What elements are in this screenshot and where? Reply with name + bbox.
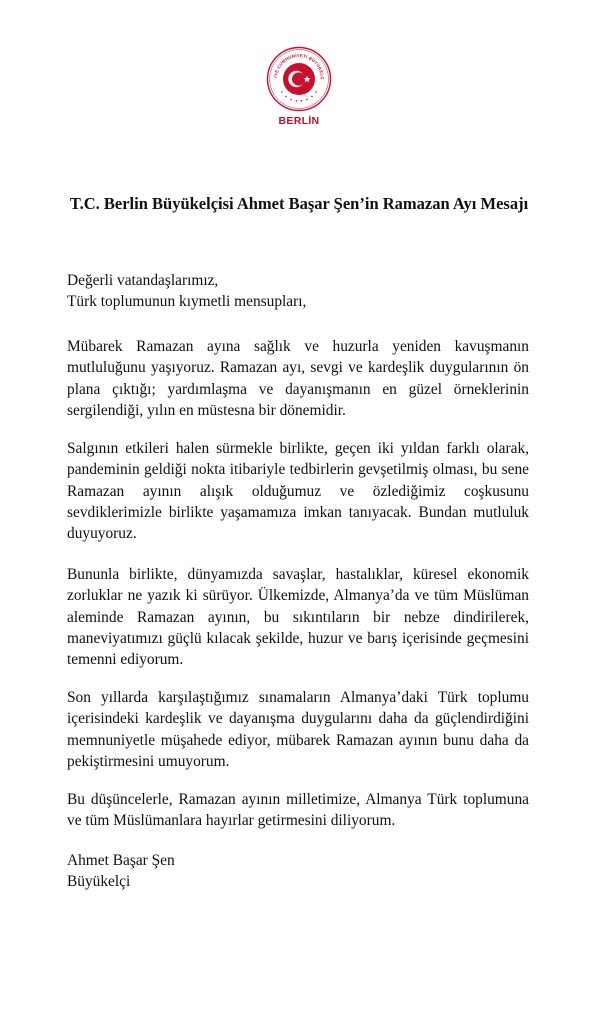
paragraph-1: Mübarek Ramazan ayına sağlık ve huzurla yeniden kavuşmanın mutluluğunu yaşıyoruz. Ramazan ayı, sevgi ve kardeşlik duygularının ön plana çıktığı; yardımlaşma ve dayanışmanın en güzel örneklerinin sergilendiği, yılın en müstesna bir dönemidir.: [67, 338, 529, 419]
greeting-line-2: Türk toplumunun kıymetli mensupları,: [67, 293, 307, 311]
paragraph-2: Salgının etkileri halen sürmekle birlikte, geçen iki yıldan farklı olarak, pandeminin geldiği nokta itibariyle tedbirlerin gevşetilmiş olması, bu sene Ramazan ayının alışık olduğumuz ve özlediğimiz coşkusunu sevdiklerimizle birlikte yaşamamıza imkan tanıyacak. Bundan mutluluk duyuyoruz.: [67, 440, 529, 543]
emblem-ring-text: İYE CUMHURİYETİ BÜYÜKELÇ: [273, 52, 326, 80]
signature-block: [67, 850, 529, 893]
greeting-block: [67, 270, 529, 313]
greeting-line-1: Değerli vatandaşlarımız,: [67, 272, 219, 289]
embassy-city-label: BERLİN: [278, 115, 320, 127]
paragraph-5: Bu düşüncelerle, Ramazan ayının milletimize, Almanya Türk toplumuna ve tüm Müslümanlara hayırlar getirmesini diliyorum.: [67, 791, 529, 830]
signature-name: Ahmet Başar Şen: [67, 852, 175, 869]
paragraph-3: Bununla birlikte, dünyamızda savaşlar, hastalıklar, küresel ekonomik zorluklar ne yazık ki sürüyor. Ülkemizde, Almanya’da ve tüm Müslüman aleminde Ramazan ayının, bu sıkıntıların bir nebze dindirilerek, maneviyatımızı güçlü kılacak şekilde, huzur ve barış içerisinde geçmesini temenni ediyorum.: [67, 566, 529, 669]
turkish-embassy-emblem-icon: [266, 46, 332, 112]
signature-title: Büyükelçi: [67, 873, 131, 891]
paragraph-4: Son yıllarda karşılaştığımız sınamaların Almanya’daki Türk toplumu içerisindeki kardeşlik ve dayanışma duygularını daha da güçlendirdiğini memnuniyetle müşahede ediyor, mübarek Ramazan ayının bunu daha da pekiştirmesini umuyorum.: [67, 689, 529, 770]
letter-title: T.C. Berlin Büyükelçisi Ahmet Başar Şen’in Ramazan Ayı Mesajı: [69, 194, 529, 213]
